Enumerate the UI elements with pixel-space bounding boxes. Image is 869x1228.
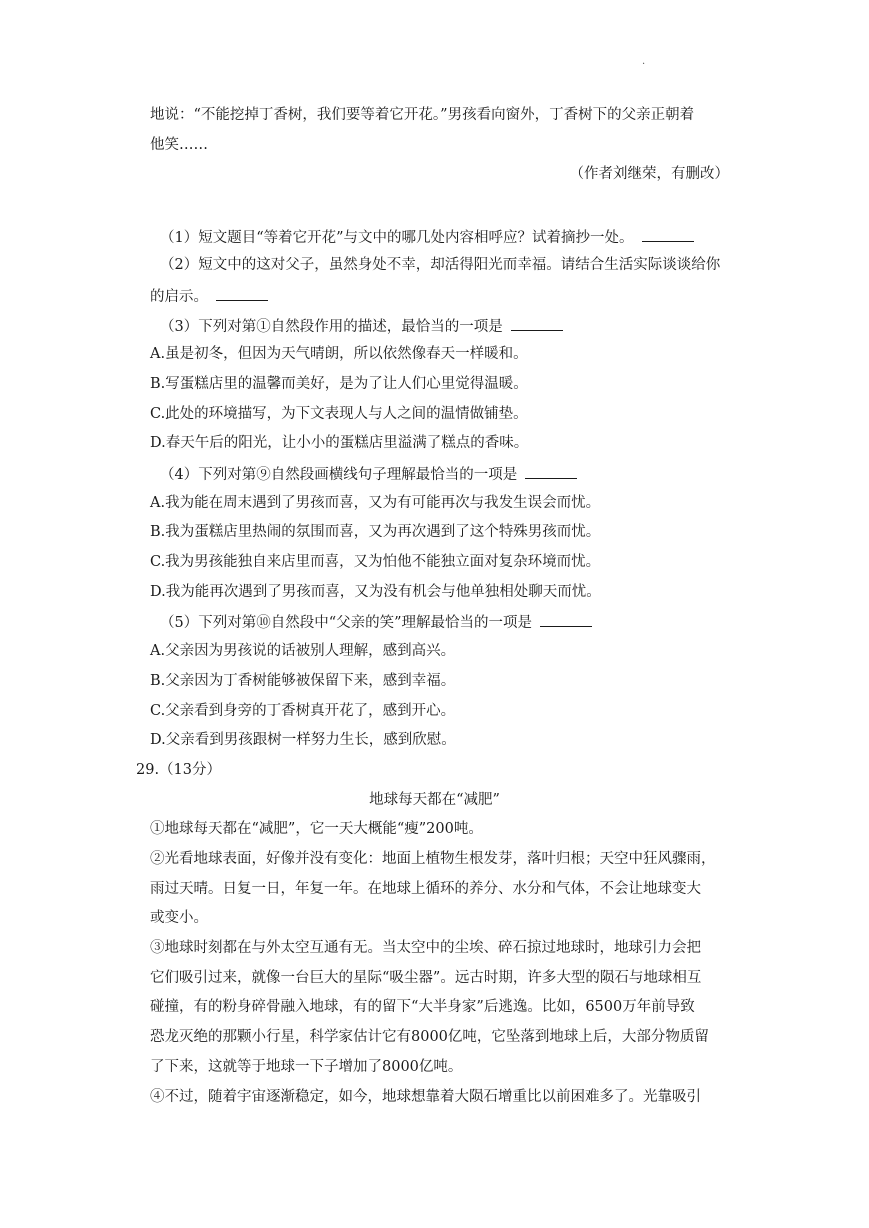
article-line-10: ④不过，随着宇宙逐渐稳定，如今，地球想靠着大陨石增重比以前困难多了。光靠吸引 bbox=[150, 1089, 701, 1105]
q5-option-d: D.父亲看到男孩跟树一样努力生长，感到欣慰。 bbox=[150, 732, 456, 748]
question-4-text: （4）下列对第⑨自然段画横线句子理解最恰当的一项是 bbox=[160, 467, 518, 483]
story-line-1: 地说：“不能挖掉丁香树，我们要等着它开花。”男孩看向窗外，丁香树下的父亲正朝着 bbox=[150, 107, 695, 123]
question-1 bbox=[160, 227, 694, 247]
question-3-text: （3）下列对第①自然段作用的描述，最恰当的一项是 bbox=[160, 319, 503, 335]
q5-option-b: B.父亲因为丁香树能够被保留下来，感到幸福。 bbox=[150, 673, 456, 689]
question-1-text: （1）短文题目“等着它开花”与文中的哪几处内容相呼应？试着摘抄一处。 bbox=[160, 230, 634, 246]
article-line-1: ①地球每天都在“减肥”，它一天大概能“瘦”200吨。 bbox=[150, 821, 483, 837]
question-5-text: （5）下列对第⑩自然段中“父亲的笑”理解最恰当的一项是 bbox=[160, 615, 533, 631]
article-line-3: 雨过天晴。日复一日，年复一年。在地球上循环的养分、水分和气体，不会让地球变大 bbox=[150, 881, 701, 897]
article-line-2: ②光看地球表面，好像并没有变化：地面上植物生根发芽，落叶归根；天空中狂风骤雨， bbox=[150, 851, 716, 867]
question-3 bbox=[160, 316, 563, 336]
question-2-line-1: （2）短文中的这对父子，虽然身处不幸，却活得阳光而幸福。请结合生活实际谈谈给你 bbox=[160, 257, 721, 273]
answer-blank-5[interactable] bbox=[540, 612, 592, 627]
q3-option-d: D.春天午后的阳光，让小小的蛋糕店里溢满了糕点的香味。 bbox=[150, 435, 529, 451]
article-line-6: 它们吸引过来，就像一台巨大的星际“吸尘器”。远古时期，许多大型的陨石与地球相互 bbox=[150, 970, 702, 986]
article-line-5: ③地球时刻都在与外太空互通有无。当太空中的尘埃、碎石掠过地球时，地球引力会把 bbox=[150, 940, 701, 956]
q4-option-c: C.我为男孩能独自来店里而喜，又为怕他不能独立面对复杂环境而忧。 bbox=[150, 554, 601, 570]
q3-option-c: C.此处的环境描写，为下文表现人与人之间的温情做铺垫。 bbox=[150, 406, 528, 422]
answer-blank-4[interactable] bbox=[525, 464, 577, 479]
article-line-4: 或变小。 bbox=[150, 910, 208, 926]
story-line-2: 他笑…… bbox=[150, 137, 208, 153]
answer-blank-1[interactable] bbox=[642, 227, 694, 242]
answer-blank-3[interactable] bbox=[511, 316, 563, 331]
q3-option-b: B.写蛋糕店里的温馨而美好，是为了让人们心里觉得温暖。 bbox=[150, 376, 528, 392]
question-2-line-2 bbox=[150, 286, 268, 306]
q5-option-a: A.父亲因为男孩说的话被别人理解，感到高兴。 bbox=[150, 643, 456, 659]
question-5 bbox=[160, 612, 592, 632]
q3-option-a: A.虽是初冬，但因为天气晴朗，所以依然像春天一样暖和。 bbox=[150, 346, 528, 362]
article-line-8: 恐龙灭绝的那颗小行星，科学家估计它有8000亿吨，它坠落到地球上后，大部分物质留 bbox=[150, 1029, 709, 1045]
q4-option-a: A.我为能在周末遇到了男孩而喜，又为有可能再次与我发生误会而忧。 bbox=[150, 495, 601, 511]
author-note: （作者刘继荣，有删改） bbox=[569, 166, 729, 182]
question-29-number: 29.（13分） bbox=[136, 762, 222, 778]
q5-option-c: C.父亲看到身旁的丁香树真开花了，感到开心。 bbox=[150, 703, 456, 719]
answer-blank-2[interactable] bbox=[216, 286, 268, 301]
article-line-9: 了下来，这就等于地球一下子增加了8000亿吨。 bbox=[150, 1059, 463, 1075]
page-marker: . bbox=[642, 56, 646, 67]
q4-option-b: B.我为蛋糕店里热闹的氛围而喜，又为再次遇到了这个特殊男孩而忧。 bbox=[150, 524, 601, 540]
q4-option-d: D.我为能再次遇到了男孩而喜，又为没有机会与他单独相处聊天而忧。 bbox=[150, 584, 601, 600]
question-4 bbox=[160, 464, 577, 484]
question-2-text: 的启示。 bbox=[150, 289, 208, 305]
article-line-7: 碰撞，有的粉身碎骨融入地球，有的留下“大半身家”后逃逸。比如，6500万年前导致 bbox=[150, 999, 695, 1015]
article-title: 地球每天都在“减肥” bbox=[369, 792, 500, 808]
